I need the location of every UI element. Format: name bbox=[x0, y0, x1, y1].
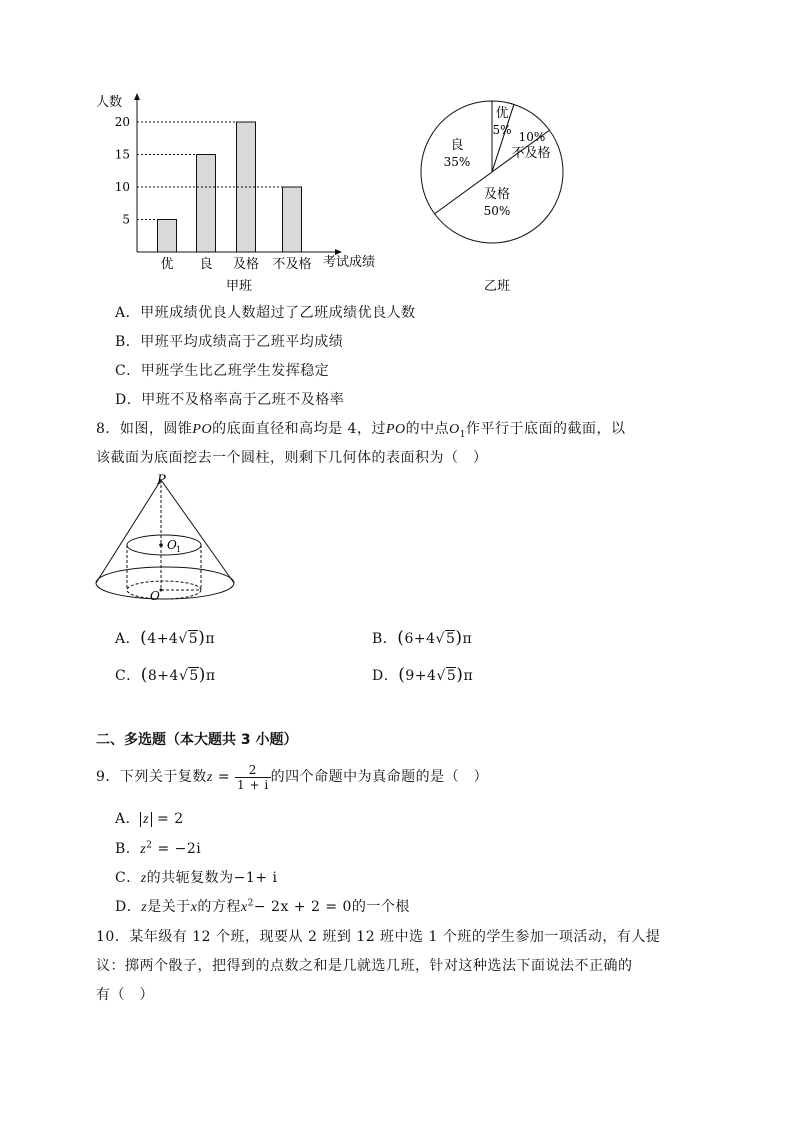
q8-option-d: D．(9+4√5)π bbox=[372, 665, 474, 685]
q9-option-d: D．z是关于x的方程$x^2- 2x + 2 = 0$的一个根 bbox=[115, 898, 410, 915]
pie-label-you: 优 bbox=[495, 106, 509, 121]
cone-base-ellipse bbox=[96, 567, 234, 599]
bar-chart-caption: 甲班 bbox=[225, 279, 253, 294]
label-p: P bbox=[157, 473, 166, 488]
q8-option-b: B．(6+4√5)π bbox=[372, 628, 473, 648]
point-o1 bbox=[159, 543, 163, 547]
bar-y-tick-label: 5 bbox=[122, 212, 130, 227]
q10-line3: 有（ ） bbox=[96, 987, 154, 1003]
q7-option-d: D．甲班不及格率高于乙班不及格率 bbox=[115, 392, 345, 408]
pie-chart bbox=[0, 0, 793, 300]
q9-stem: 9．下列关于复数z = $\frac{2}{1 + i}$ 的四个命题中为真命题的是（ ） bbox=[96, 762, 489, 792]
section-heading-multiple-choice: 二、多选题（本大题共 3 小题） bbox=[96, 732, 298, 748]
bar-category-label: 及格 bbox=[232, 257, 260, 272]
q10-line1: 10．某年级有 12 个班，现要从 2 班到 12 班中选 1 个班的学生参加一项活动，有人提 bbox=[96, 929, 661, 945]
bar-category-label: 不及格 bbox=[272, 257, 312, 272]
q8-option-c: C．(8+4√5)π bbox=[115, 665, 216, 685]
pie-pct-you: 5% bbox=[492, 123, 512, 137]
label-o: O bbox=[150, 589, 160, 603]
label-o1-sub: 1 bbox=[176, 545, 182, 554]
q10-line2: 议：掷两个骰子，把得到的点数之和是几就选几班，针对这种选法下面说法不正确的 bbox=[96, 958, 633, 974]
cylinder-top-front bbox=[127, 545, 201, 555]
cone-figure bbox=[90, 470, 250, 615]
bar-category-label: 良 bbox=[199, 257, 213, 272]
bar-y-axis-title: 人数 bbox=[96, 95, 123, 110]
bar-category-label: 优 bbox=[160, 257, 174, 272]
q7-option-b: B．甲班平均成绩高于乙班平均成绩 bbox=[115, 334, 344, 350]
q9-option-c: C．z的共轭复数为−1+ i bbox=[115, 870, 278, 886]
q8-stem-line1: 8．如图，圆锥PO的底面直径和高均是 4，过PO的中点$O_1$作平行于底面的截面，以 bbox=[96, 421, 626, 440]
q8-stem-line2: 该截面为底面挖去一个圆柱，则剩下几何体的表面积为（ ） bbox=[96, 450, 488, 466]
point-o bbox=[160, 589, 163, 592]
q7-option-a: A．甲班成绩优良人数超过了乙班成绩优良人数 bbox=[115, 305, 416, 321]
label-o1: O bbox=[167, 538, 177, 552]
bar-y-tick-label: 20 bbox=[114, 115, 130, 129]
pie-chart-caption: 乙班 bbox=[483, 279, 511, 294]
pie-pct-liang: 35% bbox=[443, 155, 471, 169]
q8-option-a: A．(4+4√5)π bbox=[115, 628, 216, 648]
pie-pct-jige: 50% bbox=[483, 204, 511, 218]
q7-option-c: C．甲班学生比乙班学生发挥稳定 bbox=[115, 363, 330, 379]
cylinder-top-back bbox=[127, 535, 201, 545]
pie-label-jige: 及格 bbox=[483, 187, 511, 202]
q9-option-a: A． z = 2 bbox=[115, 811, 184, 827]
q9-fraction: $\frac{2}{1 + i}$ bbox=[237, 762, 269, 792]
bar-y-tick-label: 10 bbox=[114, 180, 130, 194]
q9-option-b: B．$z^2 = -2i$ bbox=[115, 840, 202, 857]
bar-y-tick-label: 15 bbox=[114, 147, 130, 162]
pie-label-liang: 良 bbox=[450, 138, 464, 153]
pie-pct-fail: 10% bbox=[518, 130, 546, 144]
bar-x-axis-title: 考试成绩 bbox=[323, 255, 376, 270]
pie-label-fail: 不及格 bbox=[511, 146, 551, 161]
